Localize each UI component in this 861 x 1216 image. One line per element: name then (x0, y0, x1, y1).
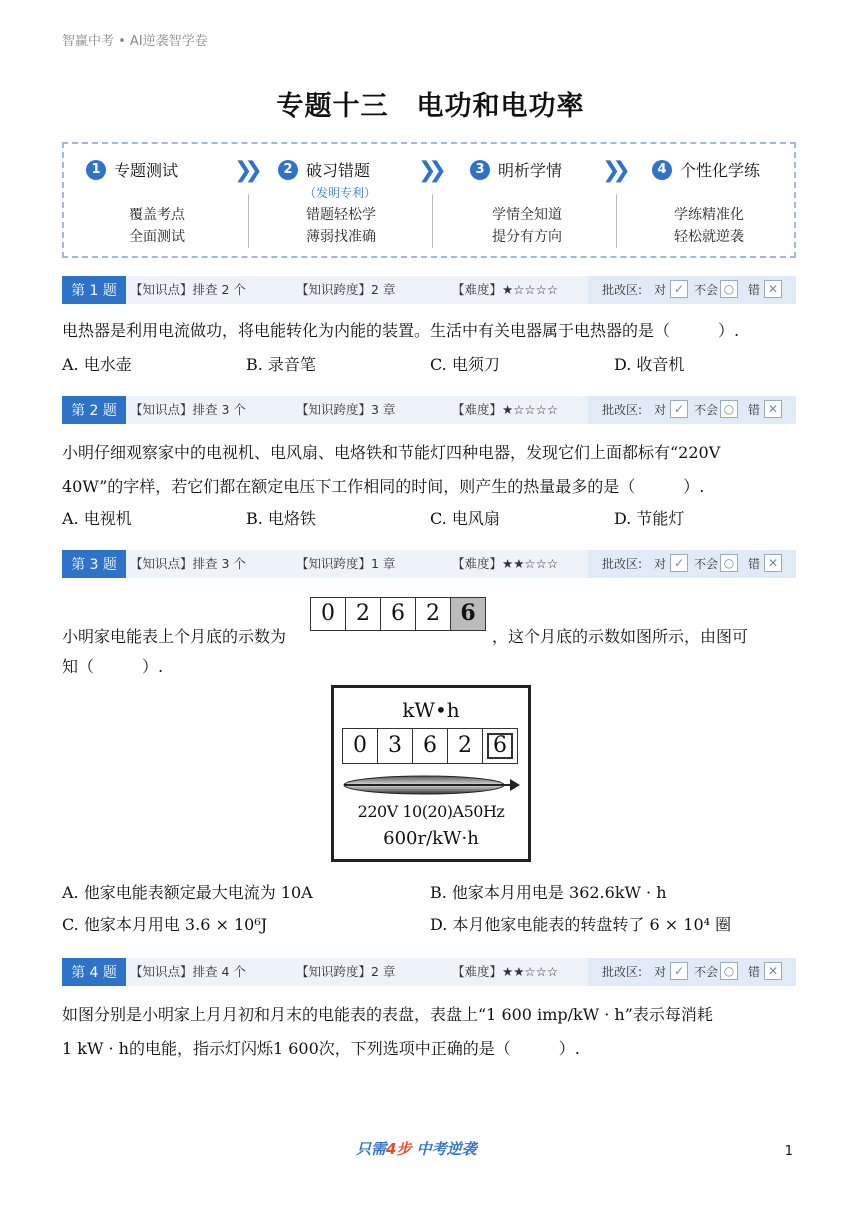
grade-correct-label: 对 (654, 557, 667, 571)
footer-slogan (356, 1138, 477, 1159)
knowledge-points: 【知识点】排查 2 个 (130, 282, 246, 297)
electric-meter-figure (331, 685, 531, 862)
question-3-text-line1b: ，这个月底的示数如图所示，由图可 (492, 627, 749, 646)
step-line: 学练精准化 (674, 207, 744, 223)
step-line: 薄弱找准确 (306, 229, 376, 245)
option-c[interactable]: C. 电须刀 (430, 355, 500, 374)
question-number: 第 4 题 (62, 958, 126, 986)
chevron-right-icon: ❯❯ (418, 158, 439, 183)
option-b[interactable]: B. 他家本月用电是 362.6kW · h (430, 883, 667, 902)
cross-icon[interactable]: ✕ (764, 280, 782, 298)
step-3-desc (442, 204, 612, 248)
meter-digit: 2 (346, 598, 381, 630)
meter-digit: 3 (378, 729, 413, 763)
question-header (62, 276, 796, 304)
option-c[interactable]: C. 他家本月用电 3.6 × 10⁶J (62, 915, 268, 934)
step-number: 2 (278, 160, 298, 180)
grading-area (588, 550, 796, 578)
step-label: 专题测试 (114, 161, 179, 180)
step-4-desc (624, 204, 794, 248)
option-b[interactable]: B. 录音笔 (246, 355, 316, 374)
grade-label: 批改区: (602, 283, 643, 297)
step-2-desc (256, 204, 426, 248)
check-icon[interactable]: ✓ (670, 554, 688, 572)
step-line: 全面测试 (129, 229, 185, 245)
divider (432, 194, 433, 248)
grade-wrong-label: 错 (748, 403, 761, 417)
step-1-desc (72, 204, 242, 248)
grade-label: 批改区: (602, 965, 643, 979)
step-label: 破习错题 (306, 161, 371, 180)
knowledge-points: 【知识点】排查 3 个 (130, 556, 246, 571)
circle-icon[interactable]: ○ (720, 400, 738, 418)
difficulty: 【难度】★☆☆☆☆ (452, 402, 559, 417)
grade-label: 批改区: (602, 403, 643, 417)
option-d[interactable]: D. 本月他家电能表的转盘转了 6 × 10⁴ 圈 (430, 915, 732, 934)
meter-digit: 2 (416, 598, 451, 630)
question-header (62, 396, 796, 424)
step-sub: （发明专利） (304, 186, 377, 200)
grade-unknown-label: 不会 (694, 557, 719, 571)
step-number: 4 (652, 160, 672, 180)
grade-wrong-label: 错 (748, 557, 761, 571)
grade-correct-label: 对 (654, 965, 667, 979)
question-header (62, 958, 796, 986)
option-c[interactable]: C. 电风扇 (430, 509, 500, 528)
grade-unknown-label: 不会 (694, 283, 719, 297)
question-header (62, 550, 796, 578)
grading-area (588, 396, 796, 424)
cross-icon[interactable]: ✕ (764, 554, 782, 572)
step-number: 1 (86, 160, 106, 180)
step-4 (652, 158, 822, 181)
meter-digit: 0 (311, 598, 346, 630)
option-d[interactable]: D. 收音机 (614, 355, 685, 374)
divider (616, 194, 617, 248)
knowledge-points: 【知识点】排查 4 个 (130, 964, 246, 979)
meter-display (342, 728, 518, 764)
circle-icon[interactable]: ○ (720, 554, 738, 572)
meter-unit: kW•h (402, 698, 460, 722)
divider (248, 194, 249, 248)
option-b[interactable]: B. 电烙铁 (246, 509, 316, 528)
step-number: 3 (470, 160, 490, 180)
difficulty: 【难度】★☆☆☆☆ (452, 282, 559, 297)
step-line: 学情全知道 (492, 207, 562, 223)
grade-correct-label: 对 (654, 403, 667, 417)
grade-label: 批改区: (602, 557, 643, 571)
grade-unknown-label: 不会 (694, 965, 719, 979)
question-2-text-line2: 40W”的字样，若它们都在额定电压下工作相同的时间，则产生的热量最多的是（ ）. (62, 477, 705, 496)
grade-unknown-label: 不会 (694, 403, 719, 417)
knowledge-points: 【知识点】排查 3 个 (130, 402, 246, 417)
question-3-text-line2: 知（ ）. (62, 657, 164, 676)
option-a[interactable]: A. 他家电能表额定最大电流为 10A (62, 883, 313, 902)
knowledge-span: 【知识跨度】3 章 (296, 402, 396, 417)
cross-icon[interactable]: ✕ (764, 962, 782, 980)
meter-digit: 0 (343, 729, 378, 763)
check-icon[interactable]: ✓ (670, 400, 688, 418)
question-number: 第 1 题 (62, 276, 126, 304)
question-number: 第 3 题 (62, 550, 126, 578)
step-label: 个性化学练 (680, 161, 761, 180)
meter-digit-decimal: 6 (451, 598, 485, 630)
header-brand: 智赢中考 • AI逆袭智学卷 (62, 34, 208, 49)
grade-wrong-label: 错 (748, 283, 761, 297)
grading-area (588, 958, 796, 986)
slogan-prefix: 只需 (356, 1140, 387, 1158)
question-3-text-line1a: 小明家电能表上个月底的示数为 (62, 627, 287, 646)
steps-banner (62, 142, 796, 258)
meter-constant: 600r/kW·h (383, 828, 479, 849)
slogan-suffix: 中考逆袭 (411, 1140, 477, 1158)
page-number: 1 (784, 1144, 793, 1159)
chevron-right-icon: ❯❯ (234, 158, 255, 183)
meter-reading-inline (310, 597, 486, 631)
step-label: 明析学情 (498, 161, 563, 180)
page-title: 专题十三 电功和电功率 (276, 91, 585, 122)
question-4-text-line1: 如图分别是小明家上月月初和月末的电能表的表盘，表盘上“1 600 imp/kW · h”表示每消耗 (62, 1005, 713, 1024)
circle-icon[interactable]: ○ (720, 280, 738, 298)
step-line: 轻松就逆袭 (674, 229, 744, 245)
chevron-right-icon: ❯❯ (602, 158, 623, 183)
knowledge-span: 【知识跨度】2 章 (296, 964, 396, 979)
meter-spec: 220V 10(20)A50Hz (357, 802, 505, 821)
option-a[interactable]: A. 电水壶 (62, 355, 132, 374)
step-1 (86, 158, 256, 181)
slogan-steps: 4步 (386, 1140, 412, 1158)
difficulty: 【难度】★★☆☆☆ (452, 964, 559, 979)
question-1-text: 电热器是利用电流做功，将电能转化为内能的装置。生活中有关电器属于电热器的是（ ）. (62, 321, 740, 340)
knowledge-span: 【知识跨度】2 章 (296, 282, 396, 297)
meter-digit: 6 (413, 729, 448, 763)
question-number: 第 2 题 (62, 396, 126, 424)
knowledge-span: 【知识跨度】1 章 (296, 556, 396, 571)
difficulty: 【难度】★★☆☆☆ (452, 556, 559, 571)
step-line: 提分有方向 (492, 229, 562, 245)
meter-digit-decimal: 6 (483, 729, 517, 763)
check-icon[interactable]: ✓ (670, 280, 688, 298)
step-line: 错题轻松学 (306, 207, 376, 223)
cross-icon[interactable]: ✕ (764, 400, 782, 418)
grading-area (588, 276, 796, 304)
step-line: 覆盖考点 (129, 207, 185, 223)
option-a[interactable]: A. 电视机 (62, 509, 132, 528)
circle-icon[interactable]: ○ (720, 962, 738, 980)
option-d[interactable]: D. 节能灯 (614, 509, 685, 528)
grade-wrong-label: 错 (748, 965, 761, 979)
meter-digit: 6 (381, 598, 416, 630)
question-4-text-line2: 1 kW · h的电能，指示灯闪烁1 600次，下列选项中正确的是（ ）. (62, 1039, 580, 1058)
question-2-text-line1: 小明仔细观察家中的电视机、电风扇、电烙铁和节能灯四种电器，发现它们上面都标有“220V (62, 443, 721, 462)
check-icon[interactable]: ✓ (670, 962, 688, 980)
meter-digit: 2 (448, 729, 483, 763)
grade-correct-label: 对 (654, 283, 667, 297)
rotating-disk-icon (342, 772, 522, 798)
